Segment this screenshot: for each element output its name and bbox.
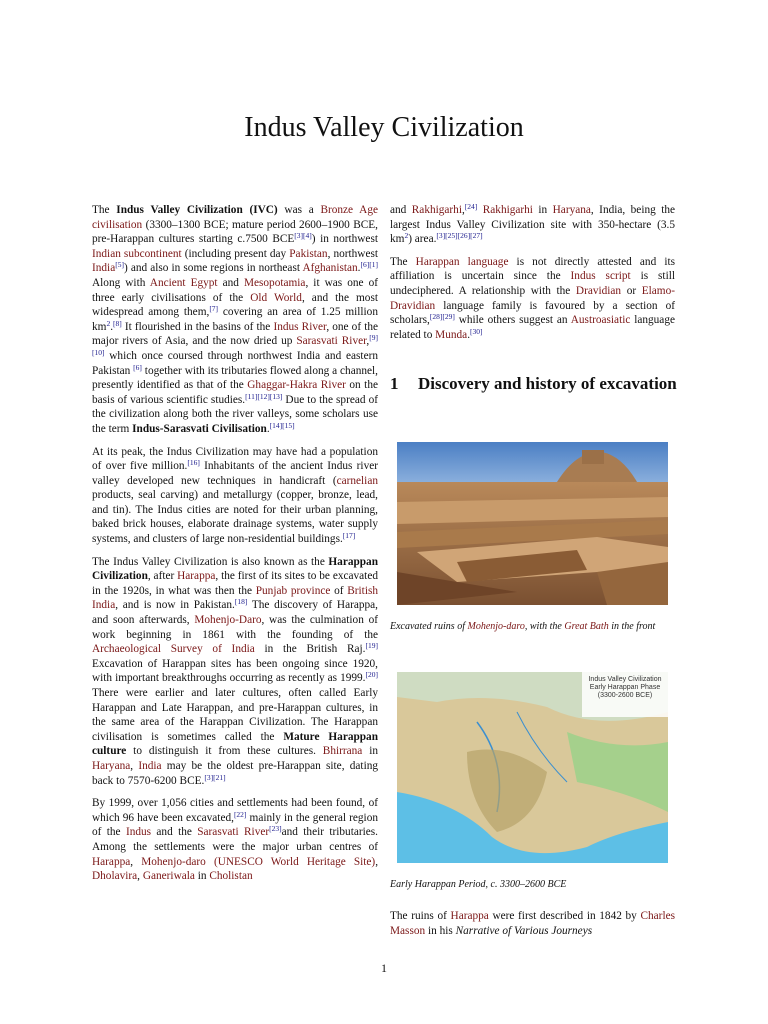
link[interactable]: Afghanistan (302, 262, 358, 275)
map-title-line-1: Indus Valley Civilization (588, 676, 662, 683)
paragraph: The ruins of Harappa were first described in 1842 by Charles Masson in his Narrative of Various Journeys (390, 910, 675, 937)
link[interactable]: Dravidian (575, 284, 622, 297)
link[interactable]: Bronze Age civilisation (92, 204, 378, 231)
figure-caption: Early Harappan Period, c. 3300–2600 BCE (390, 879, 567, 890)
citation-link[interactable]: [22] (233, 809, 247, 819)
mohenjo-daro-photo[interactable] (397, 442, 668, 605)
link[interactable]: Harappan language (415, 255, 509, 268)
citation-link[interactable]: [18] (234, 597, 248, 607)
map-title-line-2: Early Harappan Phase (589, 684, 661, 691)
bold-term: Mature Harappan culture (92, 730, 378, 758)
right-column (390, 203, 675, 350)
citation-link[interactable]: [5] (115, 260, 124, 270)
citation-link[interactable]: [23] (269, 824, 282, 834)
link[interactable]: Pakistan (289, 247, 328, 260)
link[interactable]: Punjab province (255, 584, 331, 597)
paragraph: The Indus Valley Civilization (IVC) was a Bronze Age civilisation (3300–1300 BCE; mature period 2600–1900 BCE, pre-Harappan cultures starting c.7500 BCE[3][4]) in northwest Indian subcontinent (including present day Pakistan, northwest India[5]) and also in some regions in northeast Afghanistan.[6][1] Along with Ancient Egypt and Mesopotamia, it was one of three early civilisations of the Old World, and the most widespread among them,[7] covering an area of 1.25 million $km^2.[8]$ It flourished in the basins of the Indus River, one of the major rivers of Asia, and the now dried up Sarasvati River,[9][10] which once coursed through northwest India and eastern Pakistan [6] together with its tributaries flowed along a channel, presently identified as that of the Ghaggar-Hakra River on the basis of various scientific studies.[11][12][13] Due to the spread of the civilization along both the river valleys, some scholars use the term Indus-Sarasvati Civilisation.[14][15] (92, 204, 379, 435)
link[interactable]: Haryana (92, 759, 131, 772)
map-title-line-3: (3300-2600 BCE) (597, 692, 653, 699)
link[interactable]: Ganeriwala (142, 870, 195, 883)
link[interactable]: Harappa (450, 910, 489, 922)
citation-link[interactable]: [24] (464, 202, 478, 211)
ruins-image (397, 442, 668, 605)
link[interactable]: Austroasiatic (570, 314, 631, 327)
paragraph: At its peak, the Indus Civilization may have had a population of over five million.[16] Inhabitants of the ancient Indus river valley developed new techniques in handicraft (carnelian products, seal carving) and metallurgy (copper, bronze, lead, and tin). The Indus cities are noted for their urban planning, baked brick houses, elaborate drainage systems, water supply systems, and clusters of large non-residential buildings.[17] (92, 445, 378, 546)
citation-link[interactable]: [9][10] (92, 333, 378, 357)
citation-link[interactable]: [3][25][26][27] (436, 231, 483, 241)
link[interactable]: Mesopotamia (243, 276, 306, 289)
citation-link[interactable]: [7] (209, 304, 219, 314)
link[interactable]: Indus River (273, 320, 327, 333)
link[interactable]: Archaeological Survey of India (92, 643, 255, 656)
map-image (397, 672, 668, 863)
section-number: 1 (390, 374, 399, 393)
link[interactable]: Mohenjo-Daro (194, 614, 262, 627)
link[interactable]: Elamo-Dravidian (390, 284, 675, 312)
link[interactable]: Great Bath (564, 621, 609, 632)
bold-term: Indus Valley Civilization (IVC) (116, 204, 278, 216)
citation-link[interactable]: [8] (113, 318, 122, 328)
link[interactable]: Munda (435, 328, 468, 341)
citation-link[interactable]: [6] (133, 362, 142, 372)
section-title: Discovery and history of excavation (418, 374, 677, 393)
citation-link[interactable]: [17] (342, 531, 356, 541)
citation-link[interactable]: [20] (365, 670, 378, 680)
link[interactable]: Charles Masson (390, 910, 675, 937)
citation-link[interactable]: [3][21] (204, 772, 226, 782)
link[interactable]: British India (92, 584, 379, 612)
link[interactable]: Ghaggar-Hakra River (247, 379, 346, 392)
link[interactable]: Rakhigarhi (482, 204, 533, 216)
page-title: Indus Valley Civilization (244, 112, 524, 143)
link[interactable]: Harappa (177, 570, 216, 583)
link[interactable]: Indus script (570, 270, 631, 283)
citation-link[interactable]: [19] (365, 641, 378, 651)
citation-link[interactable]: [16] (187, 458, 200, 468)
citation-link[interactable]: 2 (404, 231, 409, 241)
page-number: 1 (381, 961, 387, 975)
citation-link[interactable]: [14][15] (269, 420, 295, 430)
link[interactable]: Bhirrana (322, 745, 363, 758)
citation-link[interactable]: [30] (470, 326, 483, 336)
citation-link[interactable]: [28][29] (429, 312, 455, 322)
link[interactable]: Cholistan (209, 870, 253, 883)
link[interactable]: Dholavira (92, 870, 138, 883)
link[interactable]: (UNESCO World Heritage Site) (213, 855, 376, 868)
early-harappan-map[interactable] (397, 672, 668, 863)
citation-link[interactable]: [3][4] (294, 231, 312, 241)
link[interactable]: Sarasvati River (296, 335, 367, 348)
paragraph: The Harappan language is not directly attested and its affiliation is uncertain since the Indus script is still undeciphered. A relationship with the Dravidian or Elamo-Dravidian language family is favoured by a section of scholars,[28][29] while others suggest an Austroasiatic language related to Munda.[30] (390, 255, 675, 341)
bold-term: Harappan Civilization (92, 555, 378, 583)
paragraph: By 1999, over 1,056 cities and settlements had been found, of which 96 have been excavated,[22] mainly in the general region of the Indus and the Sarasvati River[23]and their tributaries. Among the settlements were the major urban centres of Harappa, Mohenjo-daro (UNESCO World Heritage Site), Dholavira, Ganeriwala in Cholistan (92, 797, 379, 883)
link[interactable]: Old World (250, 291, 302, 304)
italic-title: Narrative of Various Journeys (455, 924, 593, 937)
paragraph: and Rakhigarhi,[24] Rakhigarhi in Haryana, India, being the largest Indus Valley Civilization site with 350-hectare (3.5 $km^2$) area.[3][25][26][27] (390, 202, 676, 246)
link[interactable]: Sarasvati River (197, 826, 270, 839)
figure-caption: Excavated ruins of Mohenjo-daro, with the Great Bath in the front (390, 621, 656, 632)
bold-term: Indus-Sarasvati Civilisation (132, 422, 267, 435)
link[interactable]: Mohenjo-daro (467, 621, 525, 632)
link[interactable]: Harappa (92, 855, 131, 868)
link[interactable]: Indian subcontinent (92, 247, 182, 260)
link[interactable]: carnelian (336, 474, 378, 487)
link[interactable]: Rakhigarhi (411, 204, 462, 216)
citation-link[interactable]: 2 (106, 318, 111, 328)
link[interactable]: Mohenjo-daro (141, 855, 206, 868)
link[interactable]: Ancient Egypt (149, 276, 218, 289)
link[interactable]: Haryana (552, 204, 591, 216)
link[interactable]: Indus (125, 826, 152, 839)
section-heading (390, 373, 680, 395)
citation-link[interactable]: [6][1] (360, 260, 378, 270)
left-column (92, 203, 378, 892)
link[interactable]: India (92, 262, 116, 275)
citation-link[interactable]: [11][12][13] (245, 391, 283, 401)
link[interactable]: India (138, 759, 162, 772)
paragraph: The Indus Valley Civilization is also known as the Harappan Civilization, after Harappa, the first of its sites to be excavated in the 1920s, in what was then the Punjab province of British India, and is now in Pakistan.[18] The discovery of Harappa, and soon afterwards, Mohenjo-Daro, was the culmination of work beginning in 1861 with the founding of the Archaeological Survey of India in the British Raj.[19] Excavation of Harappan sites has been ongoing since 1920, with important breakthroughs occurring as recently as 1999.[20] There were earlier and later cultures, often called Early Harappan and Late Harappan, and pre-Harappan cultures, in the same area of the Harappan Civilization. The Harappan civilisation is sometimes called the Mature Harappan culture to distinguish it from these cultures. Bhirrana in Haryana, India may be the oldest pre-Harappan site, dating back to 7570-6200 BCE.[3][21] (92, 555, 379, 787)
